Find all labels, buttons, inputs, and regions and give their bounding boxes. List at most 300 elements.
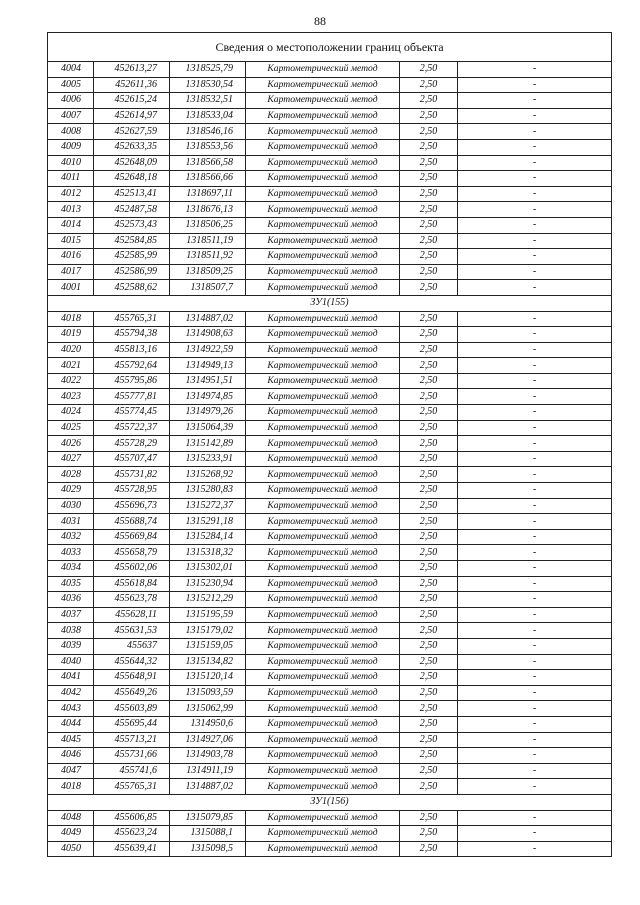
x-coordinate-cell: 455648,91 xyxy=(94,670,170,686)
x-coordinate-cell: 455765,31 xyxy=(94,311,170,327)
point-number-cell: 4001 xyxy=(48,280,94,296)
table-row xyxy=(48,763,612,779)
accuracy-cell: 2,50 xyxy=(400,124,458,140)
table-row xyxy=(48,62,612,78)
y-coordinate-cell: 1318530,54 xyxy=(170,77,246,93)
x-coordinate-cell: 452627,59 xyxy=(94,124,170,140)
y-coordinate-cell: 1315093,59 xyxy=(170,685,246,701)
accuracy-cell: 2,50 xyxy=(400,62,458,78)
x-coordinate-cell: 452588,62 xyxy=(94,280,170,296)
description-cell: - xyxy=(458,810,612,826)
description-cell: - xyxy=(458,514,612,530)
description-cell: - xyxy=(458,108,612,124)
method-cell: Картометрический метод xyxy=(246,264,400,280)
x-coordinate-cell: 455696,73 xyxy=(94,498,170,514)
description-cell: - xyxy=(458,685,612,701)
point-number-cell: 4017 xyxy=(48,264,94,280)
method-cell: Картометрический метод xyxy=(246,561,400,577)
x-coordinate-cell: 452648,09 xyxy=(94,155,170,171)
x-coordinate-cell: 455765,31 xyxy=(94,779,170,795)
x-coordinate-cell: 455618,84 xyxy=(94,576,170,592)
y-coordinate-cell: 1318553,56 xyxy=(170,139,246,155)
x-coordinate-cell: 455794,38 xyxy=(94,327,170,343)
accuracy-cell: 2,50 xyxy=(400,327,458,343)
x-coordinate-cell: 455813,16 xyxy=(94,342,170,358)
x-coordinate-cell: 452633,35 xyxy=(94,139,170,155)
table-row xyxy=(48,389,612,405)
accuracy-cell: 2,50 xyxy=(400,186,458,202)
accuracy-cell: 2,50 xyxy=(400,405,458,421)
method-cell: Картометрический метод xyxy=(246,716,400,732)
x-coordinate-cell: 452585,99 xyxy=(94,249,170,265)
accuracy-cell: 2,50 xyxy=(400,467,458,483)
point-number-cell: 4032 xyxy=(48,529,94,545)
point-number-cell: 4031 xyxy=(48,514,94,530)
x-coordinate-cell: 455606,85 xyxy=(94,810,170,826)
point-number-cell: 4021 xyxy=(48,358,94,374)
table-row xyxy=(48,732,612,748)
y-coordinate-cell: 1315291,18 xyxy=(170,514,246,530)
point-number-cell: 4009 xyxy=(48,139,94,155)
y-coordinate-cell: 1318511,19 xyxy=(170,233,246,249)
description-cell: - xyxy=(458,701,612,717)
description-cell: - xyxy=(458,405,612,421)
accuracy-cell: 2,50 xyxy=(400,670,458,686)
accuracy-cell: 2,50 xyxy=(400,826,458,842)
point-number-cell: 4028 xyxy=(48,467,94,483)
description-cell: - xyxy=(458,155,612,171)
accuracy-cell: 2,50 xyxy=(400,233,458,249)
method-cell: Картометрический метод xyxy=(246,373,400,389)
description-cell: - xyxy=(458,62,612,78)
x-coordinate-cell: 455644,32 xyxy=(94,654,170,670)
accuracy-cell: 2,50 xyxy=(400,779,458,795)
method-cell: Картометрический метод xyxy=(246,139,400,155)
method-cell: Картометрический метод xyxy=(246,467,400,483)
table-row xyxy=(48,77,612,93)
y-coordinate-cell: 1315272,37 xyxy=(170,498,246,514)
y-coordinate-cell: 1314974,85 xyxy=(170,389,246,405)
table-row xyxy=(48,124,612,140)
method-cell: Картометрический метод xyxy=(246,779,400,795)
point-number-cell: 4025 xyxy=(48,420,94,436)
point-number-cell: 4044 xyxy=(48,716,94,732)
method-cell: Картометрический метод xyxy=(246,62,400,78)
point-number-cell: 4020 xyxy=(48,342,94,358)
accuracy-cell: 2,50 xyxy=(400,576,458,592)
description-cell: - xyxy=(458,124,612,140)
y-coordinate-cell: 1315079,85 xyxy=(170,810,246,826)
method-cell: Картометрический метод xyxy=(246,841,400,857)
description-cell: - xyxy=(458,467,612,483)
y-coordinate-cell: 1315179,02 xyxy=(170,623,246,639)
table-row xyxy=(48,139,612,155)
description-cell: - xyxy=(458,311,612,327)
accuracy-cell: 2,50 xyxy=(400,389,458,405)
accuracy-cell: 2,50 xyxy=(400,701,458,717)
table-row xyxy=(48,779,612,795)
description-cell: - xyxy=(458,623,612,639)
table-row xyxy=(48,701,612,717)
x-coordinate-cell: 455741,6 xyxy=(94,763,170,779)
x-coordinate-cell: 455602,06 xyxy=(94,561,170,577)
x-coordinate-cell: 452613,27 xyxy=(94,62,170,78)
method-cell: Картометрический метод xyxy=(246,389,400,405)
point-number-cell: 4050 xyxy=(48,841,94,857)
x-coordinate-cell: 452615,24 xyxy=(94,93,170,109)
x-coordinate-cell: 455688,74 xyxy=(94,514,170,530)
table-row xyxy=(48,108,612,124)
point-number-cell: 4008 xyxy=(48,124,94,140)
table-title: Сведения о местоположении границ объекта xyxy=(48,33,612,62)
accuracy-cell: 2,50 xyxy=(400,139,458,155)
table-row xyxy=(48,405,612,421)
table-row xyxy=(48,186,612,202)
y-coordinate-cell: 1314950,6 xyxy=(170,716,246,732)
accuracy-cell: 2,50 xyxy=(400,108,458,124)
accuracy-cell: 2,50 xyxy=(400,280,458,296)
point-number-cell: 4045 xyxy=(48,732,94,748)
x-coordinate-cell: 455623,24 xyxy=(94,826,170,842)
table-row xyxy=(48,716,612,732)
description-cell: - xyxy=(458,779,612,795)
x-coordinate-cell: 455639,41 xyxy=(94,841,170,857)
accuracy-cell: 2,50 xyxy=(400,638,458,654)
y-coordinate-cell: 1318566,58 xyxy=(170,155,246,171)
method-cell: Картометрический метод xyxy=(246,451,400,467)
y-coordinate-cell: 1315302,01 xyxy=(170,561,246,577)
method-cell: Картометрический метод xyxy=(246,202,400,218)
description-cell: - xyxy=(458,732,612,748)
accuracy-cell: 2,50 xyxy=(400,436,458,452)
description-cell: - xyxy=(458,358,612,374)
accuracy-cell: 2,50 xyxy=(400,77,458,93)
description-cell: - xyxy=(458,233,612,249)
x-coordinate-cell: 452614,97 xyxy=(94,108,170,124)
method-cell: Картометрический метод xyxy=(246,529,400,545)
x-coordinate-cell: 455628,11 xyxy=(94,607,170,623)
y-coordinate-cell: 1318532,51 xyxy=(170,93,246,109)
description-cell: - xyxy=(458,139,612,155)
point-number-cell: 4038 xyxy=(48,623,94,639)
table-row xyxy=(48,841,612,857)
description-cell: - xyxy=(458,545,612,561)
table-row xyxy=(48,748,612,764)
method-cell: Картометрический метод xyxy=(246,233,400,249)
y-coordinate-cell: 1318507,7 xyxy=(170,280,246,296)
y-coordinate-cell: 1318506,25 xyxy=(170,217,246,233)
method-cell: Картометрический метод xyxy=(246,108,400,124)
x-coordinate-cell: 452611,36 xyxy=(94,77,170,93)
point-number-cell: 4049 xyxy=(48,826,94,842)
point-number-cell: 4046 xyxy=(48,748,94,764)
x-coordinate-cell: 455649,26 xyxy=(94,685,170,701)
table-row xyxy=(48,451,612,467)
x-coordinate-cell: 455695,44 xyxy=(94,716,170,732)
method-cell: Картометрический метод xyxy=(246,654,400,670)
x-coordinate-cell: 452513,41 xyxy=(94,186,170,202)
method-cell: Картометрический метод xyxy=(246,171,400,187)
table-row xyxy=(48,233,612,249)
description-cell: - xyxy=(458,342,612,358)
x-coordinate-cell: 455728,29 xyxy=(94,436,170,452)
accuracy-cell: 2,50 xyxy=(400,763,458,779)
y-coordinate-cell: 1315142,89 xyxy=(170,436,246,452)
method-cell: Картометрический метод xyxy=(246,155,400,171)
point-number-cell: 4036 xyxy=(48,592,94,608)
table-row xyxy=(48,826,612,842)
description-cell: - xyxy=(458,202,612,218)
point-number-cell: 4024 xyxy=(48,405,94,421)
description-cell: - xyxy=(458,436,612,452)
point-number-cell: 4048 xyxy=(48,810,94,826)
description-cell: - xyxy=(458,186,612,202)
y-coordinate-cell: 1315088,1 xyxy=(170,826,246,842)
accuracy-cell: 2,50 xyxy=(400,249,458,265)
table-header-row xyxy=(48,33,612,62)
table-row xyxy=(48,529,612,545)
description-cell: - xyxy=(458,654,612,670)
description-cell: - xyxy=(458,576,612,592)
y-coordinate-cell: 1315062,99 xyxy=(170,701,246,717)
method-cell: Картометрический метод xyxy=(246,623,400,639)
x-coordinate-cell: 452487,58 xyxy=(94,202,170,218)
accuracy-cell: 2,50 xyxy=(400,93,458,109)
accuracy-cell: 2,50 xyxy=(400,171,458,187)
y-coordinate-cell: 1318525,79 xyxy=(170,62,246,78)
table-row xyxy=(48,592,612,608)
y-coordinate-cell: 1315284,14 xyxy=(170,529,246,545)
description-cell: - xyxy=(458,763,612,779)
y-coordinate-cell: 1314903,78 xyxy=(170,748,246,764)
method-cell: Картометрический метод xyxy=(246,576,400,592)
table-row xyxy=(48,342,612,358)
method-cell: Картометрический метод xyxy=(246,670,400,686)
table-row xyxy=(48,249,612,265)
point-number-cell: 4023 xyxy=(48,389,94,405)
description-cell: - xyxy=(458,217,612,233)
method-cell: Картометрический метод xyxy=(246,685,400,701)
x-coordinate-cell: 455637 xyxy=(94,638,170,654)
point-number-cell: 4010 xyxy=(48,155,94,171)
point-number-cell: 4018 xyxy=(48,779,94,795)
table-row xyxy=(48,638,612,654)
description-cell: - xyxy=(458,77,612,93)
section-row xyxy=(48,794,612,810)
method-cell: Картометрический метод xyxy=(246,217,400,233)
description-cell: - xyxy=(458,483,612,499)
section-label: ЗУ1(155) xyxy=(48,295,612,311)
method-cell: Картометрический метод xyxy=(246,748,400,764)
description-cell: - xyxy=(458,451,612,467)
table-row xyxy=(48,358,612,374)
y-coordinate-cell: 1314911,19 xyxy=(170,763,246,779)
point-number-cell: 4015 xyxy=(48,233,94,249)
description-cell: - xyxy=(458,670,612,686)
method-cell: Картометрический метод xyxy=(246,638,400,654)
description-cell: - xyxy=(458,748,612,764)
y-coordinate-cell: 1314887,02 xyxy=(170,311,246,327)
method-cell: Картометрический метод xyxy=(246,93,400,109)
table-row xyxy=(48,436,612,452)
description-cell: - xyxy=(458,171,612,187)
accuracy-cell: 2,50 xyxy=(400,358,458,374)
point-number-cell: 4012 xyxy=(48,186,94,202)
accuracy-cell: 2,50 xyxy=(400,420,458,436)
y-coordinate-cell: 1314951,51 xyxy=(170,373,246,389)
accuracy-cell: 2,50 xyxy=(400,514,458,530)
accuracy-cell: 2,50 xyxy=(400,561,458,577)
point-number-cell: 4007 xyxy=(48,108,94,124)
description-cell: - xyxy=(458,638,612,654)
table-row xyxy=(48,202,612,218)
accuracy-cell: 2,50 xyxy=(400,342,458,358)
y-coordinate-cell: 1315212,29 xyxy=(170,592,246,608)
table-row xyxy=(48,155,612,171)
y-coordinate-cell: 1314927,06 xyxy=(170,732,246,748)
accuracy-cell: 2,50 xyxy=(400,155,458,171)
method-cell: Картометрический метод xyxy=(246,124,400,140)
method-cell: Картометрический метод xyxy=(246,405,400,421)
method-cell: Картометрический метод xyxy=(246,763,400,779)
y-coordinate-cell: 1315195,59 xyxy=(170,607,246,623)
y-coordinate-cell: 1315233,91 xyxy=(170,451,246,467)
accuracy-cell: 2,50 xyxy=(400,654,458,670)
accuracy-cell: 2,50 xyxy=(400,607,458,623)
table-row xyxy=(48,623,612,639)
accuracy-cell: 2,50 xyxy=(400,748,458,764)
description-cell: - xyxy=(458,498,612,514)
point-number-cell: 4033 xyxy=(48,545,94,561)
method-cell: Картометрический метод xyxy=(246,77,400,93)
point-number-cell: 4026 xyxy=(48,436,94,452)
point-number-cell: 4041 xyxy=(48,670,94,686)
accuracy-cell: 2,50 xyxy=(400,217,458,233)
table-row xyxy=(48,810,612,826)
x-coordinate-cell: 455722,37 xyxy=(94,420,170,436)
accuracy-cell: 2,50 xyxy=(400,732,458,748)
point-number-cell: 4011 xyxy=(48,171,94,187)
method-cell: Картометрический метод xyxy=(246,436,400,452)
point-number-cell: 4005 xyxy=(48,77,94,93)
point-number-cell: 4013 xyxy=(48,202,94,218)
y-coordinate-cell: 1318546,16 xyxy=(170,124,246,140)
point-number-cell: 4030 xyxy=(48,498,94,514)
x-coordinate-cell: 452584,85 xyxy=(94,233,170,249)
description-cell: - xyxy=(458,389,612,405)
x-coordinate-cell: 455631,53 xyxy=(94,623,170,639)
point-number-cell: 4040 xyxy=(48,654,94,670)
x-coordinate-cell: 455713,21 xyxy=(94,732,170,748)
x-coordinate-cell: 455707,47 xyxy=(94,451,170,467)
description-cell: - xyxy=(458,280,612,296)
accuracy-cell: 2,50 xyxy=(400,451,458,467)
table-row xyxy=(48,467,612,483)
description-cell: - xyxy=(458,93,612,109)
point-number-cell: 4042 xyxy=(48,685,94,701)
description-cell: - xyxy=(458,249,612,265)
y-coordinate-cell: 1315159,05 xyxy=(170,638,246,654)
accuracy-cell: 2,50 xyxy=(400,685,458,701)
point-number-cell: 4014 xyxy=(48,217,94,233)
method-cell: Картометрический метод xyxy=(246,607,400,623)
accuracy-cell: 2,50 xyxy=(400,841,458,857)
description-cell: - xyxy=(458,420,612,436)
y-coordinate-cell: 1318509,25 xyxy=(170,264,246,280)
table-row xyxy=(48,93,612,109)
y-coordinate-cell: 1314979,26 xyxy=(170,405,246,421)
accuracy-cell: 2,50 xyxy=(400,264,458,280)
method-cell: Картометрический метод xyxy=(246,826,400,842)
x-coordinate-cell: 452573,43 xyxy=(94,217,170,233)
accuracy-cell: 2,50 xyxy=(400,311,458,327)
accuracy-cell: 2,50 xyxy=(400,373,458,389)
accuracy-cell: 2,50 xyxy=(400,592,458,608)
table-row xyxy=(48,420,612,436)
x-coordinate-cell: 455658,79 xyxy=(94,545,170,561)
y-coordinate-cell: 1315064,39 xyxy=(170,420,246,436)
point-number-cell: 4027 xyxy=(48,451,94,467)
table-row xyxy=(48,483,612,499)
table-row xyxy=(48,514,612,530)
y-coordinate-cell: 1315098,5 xyxy=(170,841,246,857)
x-coordinate-cell: 455731,66 xyxy=(94,748,170,764)
description-cell: - xyxy=(458,826,612,842)
point-number-cell: 4047 xyxy=(48,763,94,779)
table-row xyxy=(48,670,612,686)
y-coordinate-cell: 1314949,13 xyxy=(170,358,246,374)
point-number-cell: 4019 xyxy=(48,327,94,343)
accuracy-cell: 2,50 xyxy=(400,483,458,499)
table-row xyxy=(48,498,612,514)
table-row xyxy=(48,311,612,327)
x-coordinate-cell: 452648,18 xyxy=(94,171,170,187)
point-number-cell: 4029 xyxy=(48,483,94,499)
method-cell: Картометрический метод xyxy=(246,327,400,343)
point-number-cell: 4039 xyxy=(48,638,94,654)
y-coordinate-cell: 1318566,66 xyxy=(170,171,246,187)
method-cell: Картометрический метод xyxy=(246,545,400,561)
method-cell: Картометрический метод xyxy=(246,358,400,374)
method-cell: Картометрический метод xyxy=(246,498,400,514)
method-cell: Картометрический метод xyxy=(246,249,400,265)
accuracy-cell: 2,50 xyxy=(400,529,458,545)
y-coordinate-cell: 1314922,59 xyxy=(170,342,246,358)
y-coordinate-cell: 1315318,32 xyxy=(170,545,246,561)
description-cell: - xyxy=(458,592,612,608)
accuracy-cell: 2,50 xyxy=(400,545,458,561)
point-number-cell: 4035 xyxy=(48,576,94,592)
method-cell: Картометрический метод xyxy=(246,420,400,436)
y-coordinate-cell: 1315134,82 xyxy=(170,654,246,670)
method-cell: Картометрический метод xyxy=(246,483,400,499)
description-cell: - xyxy=(458,607,612,623)
table-row xyxy=(48,327,612,343)
accuracy-cell: 2,50 xyxy=(400,716,458,732)
x-coordinate-cell: 455792,64 xyxy=(94,358,170,374)
y-coordinate-cell: 1318511,92 xyxy=(170,249,246,265)
y-coordinate-cell: 1315230,94 xyxy=(170,576,246,592)
y-coordinate-cell: 1315280,83 xyxy=(170,483,246,499)
table-row xyxy=(48,280,612,296)
y-coordinate-cell: 1314887,02 xyxy=(170,779,246,795)
description-cell: - xyxy=(458,716,612,732)
point-number-cell: 4018 xyxy=(48,311,94,327)
table-row xyxy=(48,264,612,280)
method-cell: Картометрический метод xyxy=(246,311,400,327)
description-cell: - xyxy=(458,561,612,577)
y-coordinate-cell: 1314908,63 xyxy=(170,327,246,343)
